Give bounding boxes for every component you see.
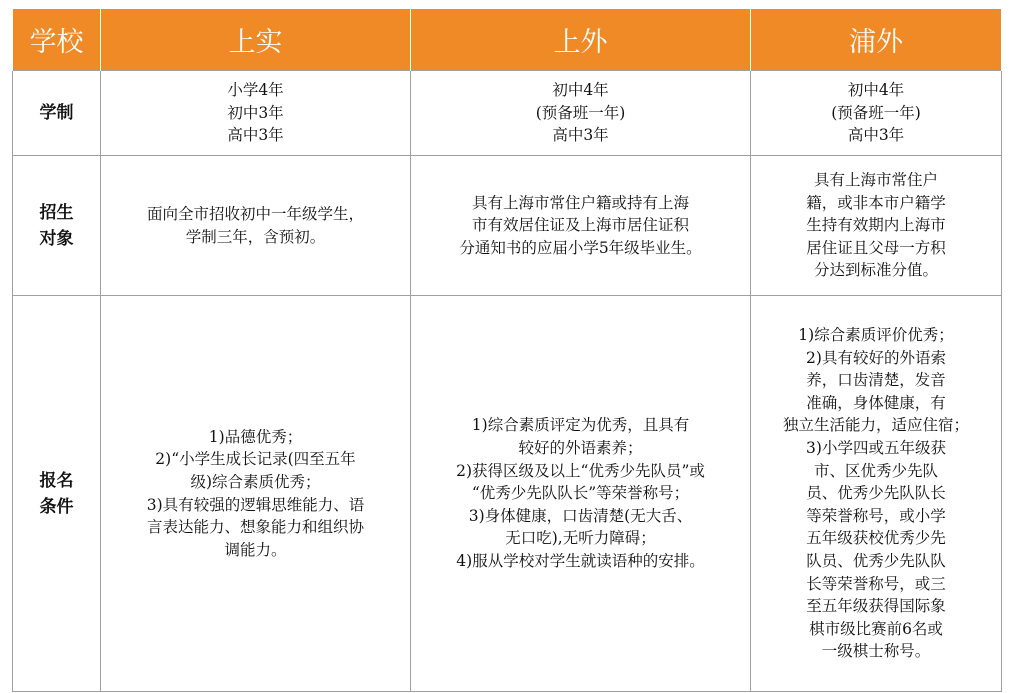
cell-line: 居住证且父母一方积 <box>806 238 946 257</box>
cell-line: 级)综合素质优秀； <box>190 472 321 491</box>
cell-line: 2)获得区级及以上“优秀少先队员”或 <box>456 461 705 480</box>
header-school-puwai: 浦外 <box>751 9 1002 71</box>
row-label-line: 对象 <box>39 228 74 249</box>
cell-line: 高中3年 <box>847 126 905 145</box>
cell-line: 初中3年 <box>227 103 284 122</box>
row-label-line: 招生 <box>39 202 74 223</box>
cell-line: 市、区优秀少先队 <box>813 461 938 480</box>
row-label-application-requirements <box>13 296 101 692</box>
cell-line: 3)具有较强的逻辑思维能力、语 <box>146 495 365 514</box>
cell-line: 1)综合素质评定为优秀，且具有 <box>471 416 690 435</box>
cell-line: 1)品德优秀； <box>208 427 303 446</box>
cell-line: 高中3年 <box>552 126 609 145</box>
cell-line: 调能力。 <box>224 540 287 559</box>
cell-line: 分通知书的应届小学5年级毕业生。 <box>459 238 702 257</box>
cell-requirements-shangwai <box>411 296 751 692</box>
cell-enrollment-target-shangwai <box>411 156 751 296</box>
cell-enrollment-target-shangshi <box>101 156 411 296</box>
cell-line: 独立生活能力，适应住宿； <box>782 416 969 435</box>
cell-line: 分达到标准分值。 <box>813 261 938 280</box>
cell-line: 初中4年 <box>847 81 905 100</box>
admission-comparison-table-wrapper <box>12 9 1001 692</box>
cell-line: 4)服从学校对学生就读语种的安排。 <box>456 551 705 570</box>
cell-line: 籍，或非本市户籍学 <box>806 193 946 212</box>
cell-line: 2)“小学生成长记录(四至五年 <box>155 450 356 469</box>
cell-line: 准确，身体健康，有 <box>806 393 946 412</box>
cell-line: 长等荣誉称号，或三 <box>806 574 946 593</box>
cell-line: 2)具有较好的外语索 <box>806 348 946 367</box>
cell-line: 市有效居住证及上海市居住证积 <box>471 216 689 235</box>
cell-school-system-shangwai <box>411 71 751 156</box>
cell-line: 1)综合素质评价优秀； <box>798 326 954 345</box>
row-label-enrollment-target <box>13 156 101 296</box>
cell-line: 言表达能力、想象能力和组织协 <box>146 518 364 537</box>
admission-comparison-table <box>12 9 1002 692</box>
row-label-line: 条件 <box>39 496 74 517</box>
cell-line: 初中4年 <box>552 81 609 100</box>
cell-line: 棋市级比赛前6名或 <box>809 619 943 638</box>
table-row-school-system <box>13 71 1002 156</box>
cell-enrollment-target-puwai <box>751 156 1002 296</box>
row-label-line: 报名 <box>39 470 74 491</box>
cell-line: 3)小学四或五年级获 <box>806 439 946 458</box>
cell-school-system-puwai <box>751 71 1002 156</box>
cell-line: 面向全市招收初中一年级学生， <box>146 204 364 223</box>
row-label-line: 学制 <box>39 103 74 123</box>
cell-line: 小学4年 <box>227 81 284 100</box>
cell-line: (预备班一年) <box>535 103 626 122</box>
cell-line: 五年级获校优秀少先 <box>806 529 946 548</box>
cell-line: 生持有效期内上海市 <box>806 216 946 235</box>
table-row-enrollment-target <box>13 156 1002 296</box>
header-row <box>13 9 1002 71</box>
header-school-shangwai: 上外 <box>411 9 751 71</box>
cell-school-system-shangshi <box>101 71 411 156</box>
cell-line: 一级棋士称号。 <box>821 642 931 661</box>
table-row-application-requirements <box>13 296 1002 692</box>
cell-line: 等荣誉称号，或小学 <box>806 506 946 525</box>
header-school-shangshi: 上实 <box>101 9 411 71</box>
row-label-school-system <box>13 71 101 156</box>
header-school-label: 学校 <box>13 9 101 71</box>
cell-line: 高中3年 <box>227 126 284 145</box>
cell-line: 员、优秀少先队队长 <box>806 484 946 503</box>
cell-line: 养，口齿清楚，发音 <box>806 371 946 390</box>
cell-line: 至五年级获得国际象 <box>806 597 946 616</box>
cell-line: 无口吃),无听力障碍； <box>505 529 656 548</box>
cell-line: 学制三年，含预初。 <box>185 227 326 246</box>
cell-line: 较好的外语素养； <box>518 439 643 458</box>
cell-line: 具有上海市常住户籍或持有上海 <box>471 193 689 212</box>
cell-line: (预备班一年) <box>831 103 921 122</box>
cell-requirements-puwai <box>751 296 1002 692</box>
cell-line: 3)身体健康，口齿清楚(无大舌、 <box>468 506 693 525</box>
cell-line: “优秀少先队队长”等荣誉称号； <box>471 484 690 503</box>
cell-line: 队员、优秀少先队队 <box>806 551 946 570</box>
cell-line: 具有上海市常住户 <box>813 171 938 190</box>
cell-requirements-shangshi <box>101 296 411 692</box>
